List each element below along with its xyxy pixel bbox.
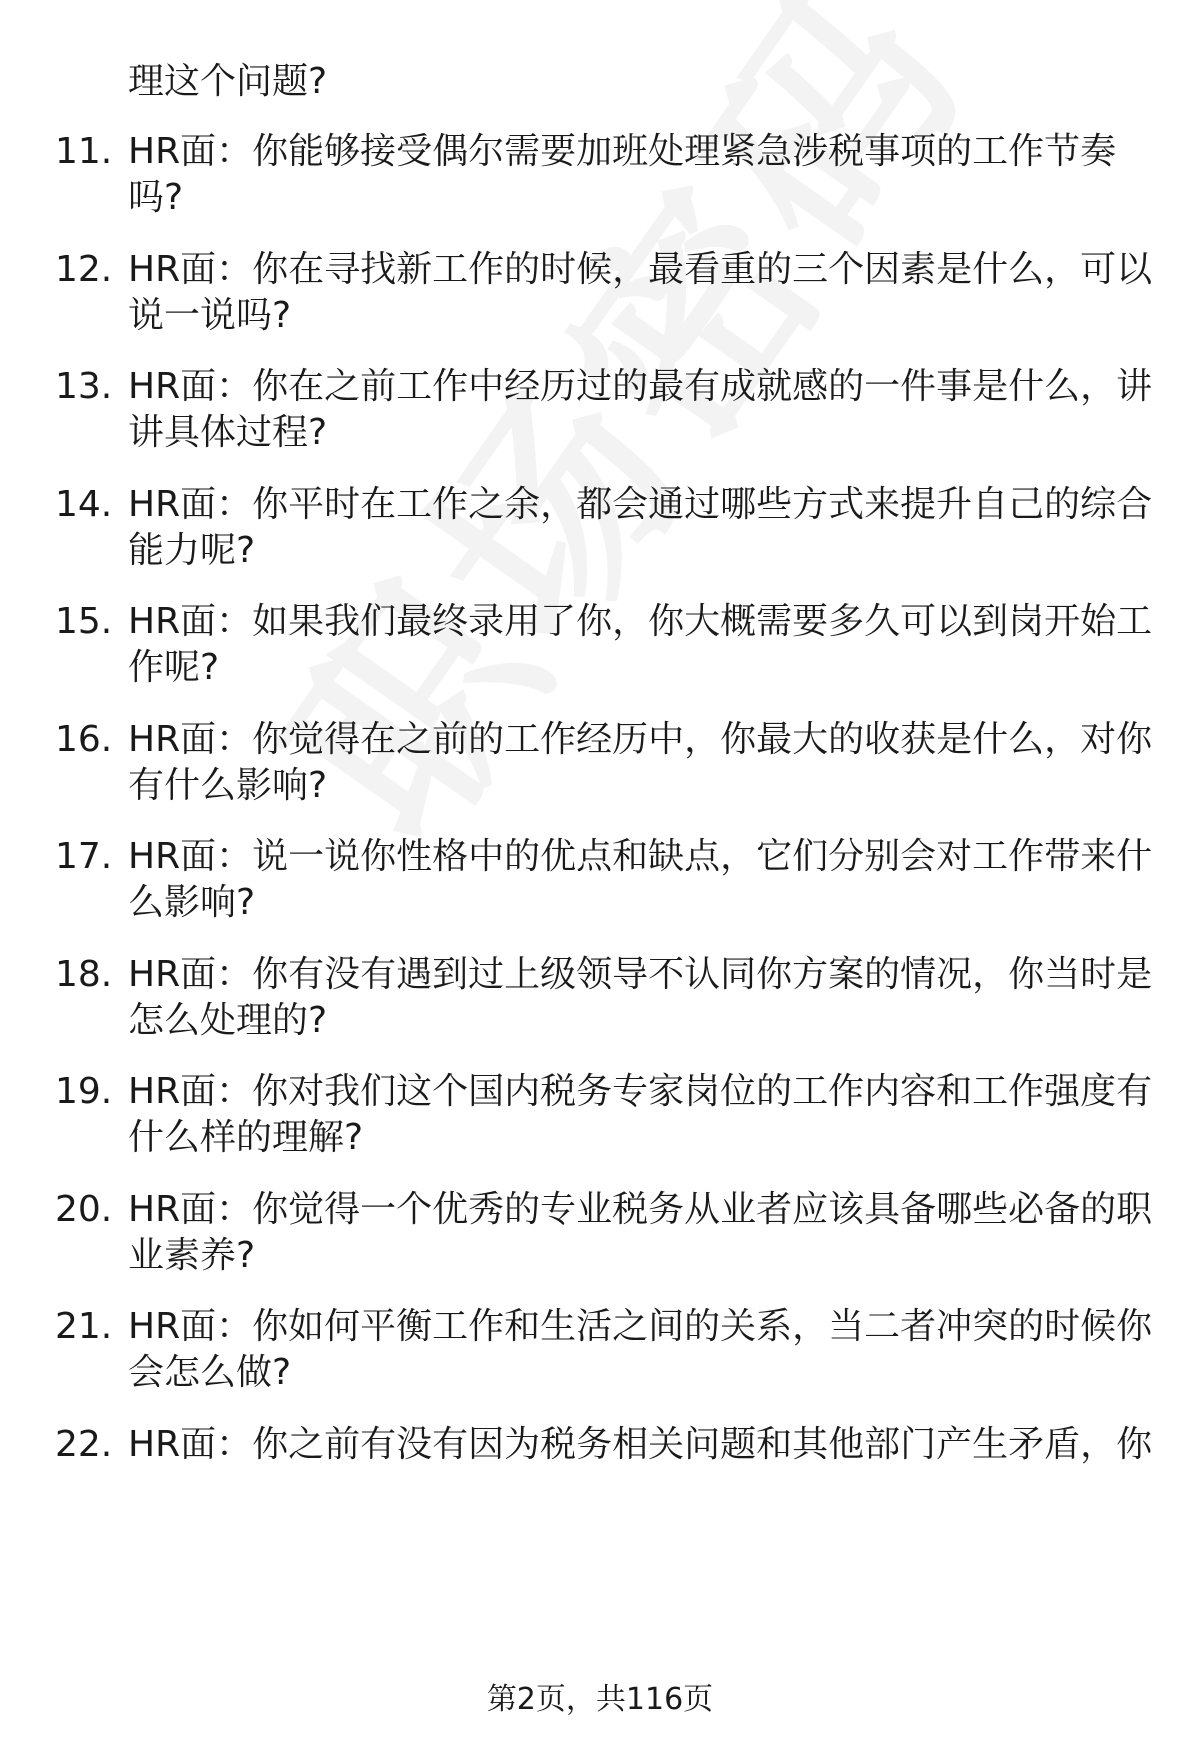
question-text-line1: HR面：你如何平衡工作和生活之间的关系，当二者冲突的时候你 xyxy=(128,1306,1153,1347)
question-number: 21. xyxy=(55,1306,113,1347)
question-text-line2: 怎么处理的? xyxy=(128,999,328,1041)
question-text-line1: HR面：你平时在工作之余，都会通过哪些方式来提升自己的综合 xyxy=(128,483,1153,525)
question-number: 19. xyxy=(55,1071,113,1112)
question-text-line1: HR面：你之前有没有因为税务相关问题和其他部门产生矛盾，你 xyxy=(128,1423,1153,1465)
question-text-line1: HR面：如果我们最终录用了你，你大概需要多久可以到岗开始工 xyxy=(128,601,1153,642)
question-text-line1: HR面：你有没有遇到过上级领导不认同你方案的情况，你当时是 xyxy=(128,953,1153,995)
question-text-line1: HR面：你在之前工作中经历过的最有成就感的一件事是什么，讲 xyxy=(128,366,1153,407)
question-number: 17. xyxy=(55,836,113,877)
question-text-line2: 么影响? xyxy=(128,882,256,923)
question-text-line1: HR面：说一说你性格中的优点和缺点，它们分别会对工作带来什 xyxy=(128,836,1153,877)
question-number: 20. xyxy=(55,1188,113,1230)
question-text-line2: 有什么影响? xyxy=(128,764,328,806)
question-text-line2: 会怎么做? xyxy=(128,1352,292,1393)
question-number: 22. xyxy=(55,1423,113,1465)
carry-over-line: 理这个问题? xyxy=(128,61,328,102)
question-text-line1: HR面：你对我们这个国内税务专家岗位的工作内容和工作强度有 xyxy=(128,1071,1153,1112)
question-text-line1: HR面：你能够接受偶尔需要加班处理紧急涉税事项的工作节奏 xyxy=(128,131,1117,172)
question-text-line2: 能力呢? xyxy=(128,529,256,571)
question-number: 18. xyxy=(55,953,113,995)
question-number: 15. xyxy=(55,601,113,642)
question-text-line2: 作呢? xyxy=(128,647,220,688)
question-text-line1: HR面：你在寻找新工作的时候，最看重的三个因素是什么，可以 xyxy=(128,248,1153,290)
question-number: 12. xyxy=(55,248,113,290)
question-number: 11. xyxy=(55,131,113,172)
page-footer: 第2页，共116页 xyxy=(486,1682,714,1717)
question-number: 14. xyxy=(55,483,113,525)
question-text-line2: 说一说吗? xyxy=(128,294,292,336)
question-text-line2: 吗? xyxy=(128,177,184,218)
question-text-line2: 业素养? xyxy=(128,1234,256,1276)
question-text-line2: 什么样的理解? xyxy=(128,1117,364,1158)
question-number: 16. xyxy=(55,718,113,760)
question-text-line1: HR面：你觉得一个优秀的专业税务从业者应该具备哪些必备的职 xyxy=(128,1188,1153,1230)
question-number: 13. xyxy=(55,366,113,407)
question-text-line2: 讲具体过程? xyxy=(128,412,328,453)
question-text-line1: HR面：你觉得在之前的工作经历中，你最大的收获是什么，对你 xyxy=(128,718,1153,760)
